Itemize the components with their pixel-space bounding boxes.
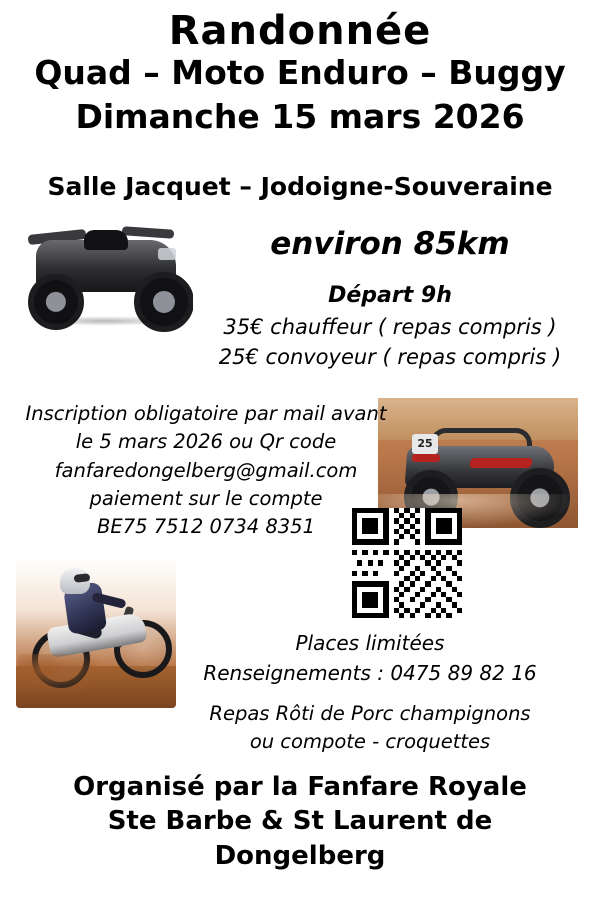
quad-photo <box>18 212 193 337</box>
buggy-red-accent <box>469 458 533 468</box>
poster-title-block <box>0 10 600 136</box>
meal-line-1: Repas Rôti de Porc champignons <box>209 702 531 725</box>
registration-email: fanfaredongelberg@gmail.com <box>54 458 358 482</box>
buggy-race-number: 25 <box>412 434 438 454</box>
title-vehicles: Quad – Moto Enduro – Buggy <box>34 53 566 92</box>
qr-code-grid <box>352 508 462 618</box>
registration-payment-label: paiement sur le compte <box>89 486 323 510</box>
venue-text: Salle Jacquet – Jodoigne-Souveraine <box>47 172 553 201</box>
info-block <box>160 628 580 688</box>
contact-phone-text: Renseignements : 0475 89 82 16 <box>203 661 537 685</box>
title-date: Dimanche 15 mars 2026 <box>75 96 525 136</box>
quad-rear-rack <box>122 226 175 239</box>
meal-block <box>160 700 580 757</box>
organizer-line-2: Ste Barbe & St Laurent de <box>107 806 493 837</box>
price-block <box>190 280 590 373</box>
registration-iban: BE75 7512 0734 8351 <box>97 515 315 539</box>
quad-headlight <box>158 248 176 260</box>
distance-text: environ 85km <box>270 226 510 262</box>
registration-block <box>6 400 406 541</box>
price-driver: 35€ chauffeur ( repas compris ) <box>223 314 557 339</box>
moto-dirt-splash <box>18 654 108 694</box>
organizer-block <box>0 770 600 873</box>
places-limited-text: Places limitées <box>295 631 445 655</box>
price-passenger: 25€ convoyeur ( repas compris ) <box>218 345 562 370</box>
quad-shadow <box>26 316 184 326</box>
organizer-line-3: Dongelberg <box>214 840 386 871</box>
departure-time: Départ 9h <box>328 283 452 308</box>
page-title: Randonnée <box>168 8 432 54</box>
quad-seat <box>84 230 128 250</box>
enduro-moto-photo <box>16 558 176 708</box>
buggy-red-accent-front <box>412 454 440 462</box>
organizer-line-1: Organisé par la Fanfare Royale <box>73 772 527 802</box>
meal-line-2: ou compote - croquettes <box>249 730 491 754</box>
registration-line-1: Inscription obligatoire par mail avant <box>25 402 387 425</box>
qr-code[interactable] <box>352 508 462 618</box>
registration-line-2: le 5 mars 2026 ou Qr code <box>75 430 337 454</box>
